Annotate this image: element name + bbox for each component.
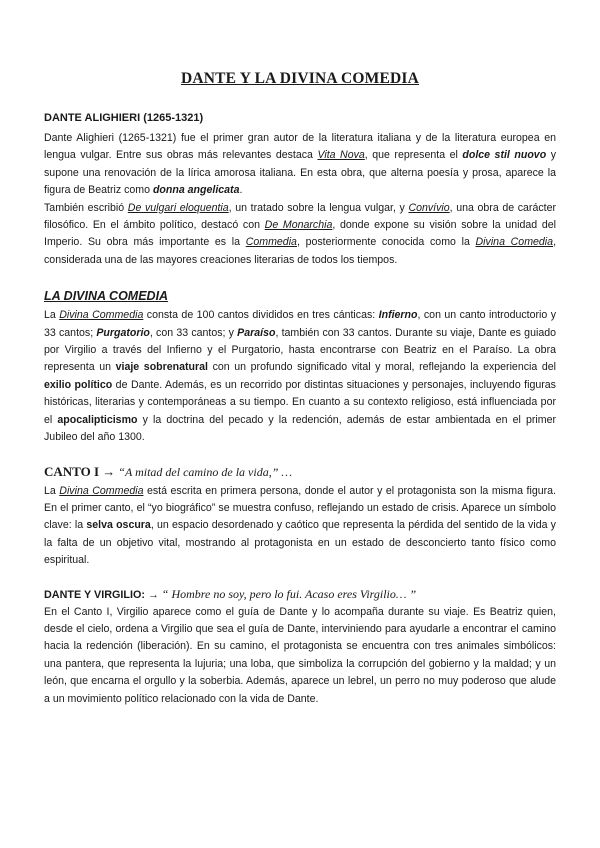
term-viaje-sobrenatural: viaje sobrenatural — [115, 361, 208, 374]
term-exilio-politico: exilio político — [44, 378, 113, 391]
work-title-de-monarchia: De Monarchia — [264, 219, 333, 232]
paragraph-canto-i: La Divina Commedia está escrita en primera persona, donde el autor y el protagonista son la misma figura. En el primer canto, el “yo biográfico” se muestra confuso, reflejando un estado de crisis. Aparece un símbolo clave: la selva oscura, un espacio desordenado y caótico que representa la pérdida del sentido de la vida y la falta de un objetivo vital, mostrando al protagonista en un estado de desconcierto tanto físico como espiritual. — [44, 484, 556, 567]
paragraph-dante-virgilio: En el Canto I, Virgilio aparece como el guía de Dante y lo acompaña durante su viaje. Es Beatriz quien, desde el cielo, ordena a Virgilio que sea el guía de Dante, interviniendo para ayudarle a encontrar el camino hacia la redención (liberación). En su camino, el protagonista se encuentra con tres animales simbólicos: una pantera, que representa la lujuria; una loba, que simboliza la corrupción del gobierno y la maldad; y un león, que encarna el orgullo y la soberbia. Además, aparece un lebrel, un perro no muy poderoso que alude a un movimiento político relacionado con la vida de Dante. — [44, 605, 556, 705]
section-heading-canto-i: CANTO I → “A mitad del camino de la vida,” … — [44, 463, 293, 479]
term-infierno: Infierno — [378, 309, 418, 322]
work-title-de-vulgari: De vulgari eloquentia — [127, 201, 229, 214]
section-heading-dante: DANTE ALIGHIERI (1265-1321) — [44, 112, 204, 124]
work-title-divina-commedia: Divina Commedia — [59, 309, 144, 322]
term-dolce-stil-nuovo: dolce stil nuovo — [462, 149, 547, 162]
work-title-divina-comedia: Divina Comedia — [475, 236, 554, 249]
virgilio-quote: “ Hombre no soy, pero lo fui. Acaso eres Virgilio… ” — [158, 586, 417, 601]
page-title: DANTE Y LA DIVINA COMEDIA — [180, 70, 420, 87]
section-heading-dante-virgilio: DANTE Y VIRGILIO: → “ Hombre no soy, pero lo fui. Acaso eres Virgilio… ” — [44, 586, 417, 601]
term-purgatorio: Purgatorio — [96, 326, 150, 339]
work-title-commedia: Commedia — [245, 236, 297, 249]
paragraph-dante-bio: Dante Alighieri (1265-1321) fue el primer gran autor de la literatura italiana y de la literatura europea en lengua vulgar. Entre sus obras más relevantes destaca Vita Nova, que representa el dolce stil nuovo y supone una renovación de la lírica amorosa italiana. En esta obra, que alterna poesía y prosa, aparece la figura de Beatriz como donna angelicata. — [44, 132, 556, 197]
work-title-divina-commedia-2: Divina Commedia — [59, 484, 144, 497]
paragraph-dante-works: También escribió De vulgari eloquentia, un tratado sobre la lengua vulgar, y Convívio, una obra de carácter filosófico. En el ámbito político, destacó con De Monarchia, donde expone su visión sobre la unidad del Imperio. Su obra más importante es la Commedia, posteriormente conocida como la Divina Comedia, considerada una de las mayores creaciones literarias de todos los tiempos. — [44, 201, 557, 266]
paragraph-divina-comedia: La Divina Commedia consta de 100 cantos divididos en tres cánticas: Infierno, con un canto introductorio y 33 cantos; Purgatorio, con 33 cantos; y Paraíso, también con 33 cantos. Durante su viaje, Dante es guiado por Virgilio a través del Infierno y el Purgatorio, hasta encontrarse con Beatriz en el Paraíso. La obra representa un viaje sobrenatural con un profundo significado vital y moral, reflejando la experiencia del exilio político de Dante. Además, es un recorrido por distintas situaciones y personajes, incluyendo figuras históricas, literarias y contemporáneas a su tiempo. En cuanto a su contexto religioso, está influenciada por el apocalipticismo y la doctrina del pecado y la redención, además de estar ambientada en el primer Jubileo del año 1300. — [44, 309, 557, 444]
term-donna-angelicata: donna angelicata — [152, 184, 240, 197]
term-paraiso: Paraíso — [237, 326, 276, 339]
section-heading-divina-comedia: LA DIVINA COMEDIA — [44, 289, 169, 304]
work-title-convivio: Convívio — [408, 201, 450, 214]
work-title-vita-nova: Vita Nova — [317, 149, 365, 162]
term-apocalipticismo: apocalipticismo — [57, 413, 138, 426]
canto-i-quote: “A mitad del camino de la vida,” … — [115, 464, 293, 479]
term-selva-oscura: selva oscura — [86, 519, 151, 532]
